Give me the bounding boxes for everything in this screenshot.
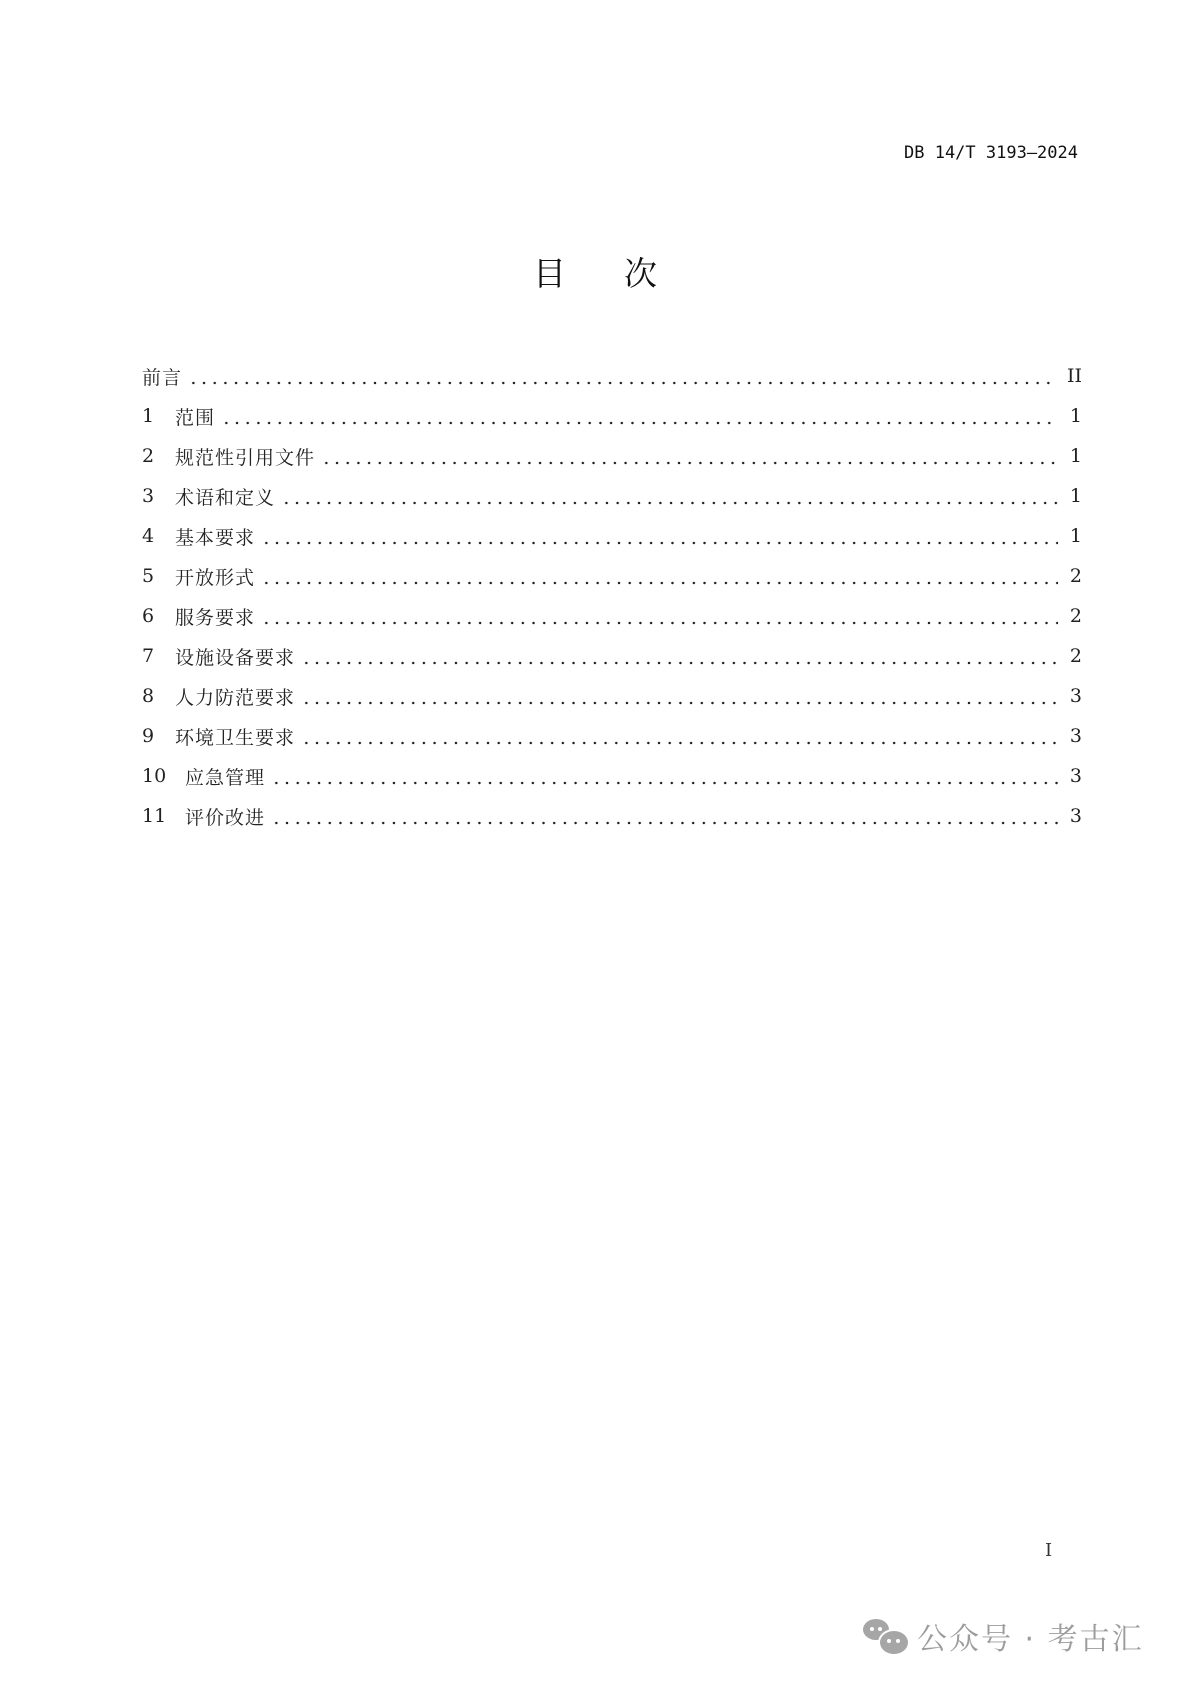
toc-page: 3 xyxy=(1069,685,1082,707)
toc-entry-4[interactable] xyxy=(142,516,1082,556)
toc-entry-3[interactable] xyxy=(142,476,1082,516)
toc-number: 2 xyxy=(142,445,155,467)
document-code: DB 14/T 3193—2024 xyxy=(904,143,1078,163)
toc-entry-9[interactable] xyxy=(142,716,1082,756)
title-char-2: 次 xyxy=(624,254,657,293)
dot-leader xyxy=(261,567,1058,586)
dot-leader xyxy=(261,607,1058,626)
toc-label: 开放形式 xyxy=(175,566,256,589)
toc-entry-11[interactable] xyxy=(142,796,1082,836)
toc-page: 3 xyxy=(1069,805,1082,827)
table-of-contents xyxy=(142,356,1082,836)
toc-label: 评价改进 xyxy=(185,806,266,829)
toc-label: 人力防范要求 xyxy=(175,686,296,709)
page-title xyxy=(0,248,1190,295)
toc-number: 9 xyxy=(142,725,155,747)
dot-leader xyxy=(281,487,1058,506)
toc-label: 应急管理 xyxy=(185,766,266,789)
toc-page: 2 xyxy=(1069,645,1082,667)
toc-number: 1 xyxy=(142,405,155,427)
toc-entry-7[interactable] xyxy=(142,636,1082,676)
toc-label: 前言 xyxy=(142,366,183,389)
toc-entry-5[interactable] xyxy=(142,556,1082,596)
toc-page: 1 xyxy=(1069,445,1082,467)
toc-label: 基本要求 xyxy=(175,526,256,549)
toc-page: 1 xyxy=(1069,485,1082,507)
toc-number: 6 xyxy=(142,605,155,627)
toc-entry-foreword[interactable] xyxy=(142,356,1082,396)
watermark-text: 公众号 · 考古汇 xyxy=(917,1622,1144,1657)
toc-label: 设施设备要求 xyxy=(175,646,296,669)
toc-label: 规范性引用文件 xyxy=(175,446,316,469)
toc-page: 2 xyxy=(1069,565,1082,587)
dot-leader xyxy=(271,807,1058,826)
dot-leader xyxy=(221,407,1058,426)
toc-page: 3 xyxy=(1069,765,1082,787)
dot-leader xyxy=(301,647,1058,666)
toc-entry-2[interactable] xyxy=(142,436,1082,476)
dot-leader xyxy=(301,687,1058,706)
dot-leader xyxy=(261,527,1058,546)
title-char-1: 目 xyxy=(533,254,566,293)
toc-label: 环境卫生要求 xyxy=(175,726,296,749)
dot-leader xyxy=(188,367,1057,386)
toc-number: 7 xyxy=(142,645,155,667)
toc-entry-1[interactable] xyxy=(142,396,1082,436)
toc-number: 3 xyxy=(142,485,155,507)
toc-number: 10 xyxy=(142,765,167,787)
toc-page: 2 xyxy=(1069,605,1082,627)
toc-label: 范围 xyxy=(175,406,216,429)
toc-entry-6[interactable] xyxy=(142,596,1082,636)
watermark xyxy=(863,1614,1144,1658)
toc-page: 3 xyxy=(1069,725,1082,747)
dot-leader xyxy=(301,727,1058,746)
dot-leader xyxy=(321,447,1058,466)
toc-entry-8[interactable] xyxy=(142,676,1082,716)
dot-leader xyxy=(271,767,1058,786)
page-number: I xyxy=(1045,1540,1053,1561)
toc-number: 11 xyxy=(142,805,167,827)
toc-label: 术语和定义 xyxy=(175,486,276,509)
toc-number: 8 xyxy=(142,685,155,707)
toc-entry-10[interactable] xyxy=(142,756,1082,796)
toc-label: 服务要求 xyxy=(175,606,256,629)
wechat-icon xyxy=(863,1617,907,1655)
toc-number: 4 xyxy=(142,525,155,547)
toc-number: 5 xyxy=(142,565,155,587)
toc-page: II xyxy=(1066,365,1082,387)
toc-page: 1 xyxy=(1069,405,1082,427)
toc-page: 1 xyxy=(1069,525,1082,547)
